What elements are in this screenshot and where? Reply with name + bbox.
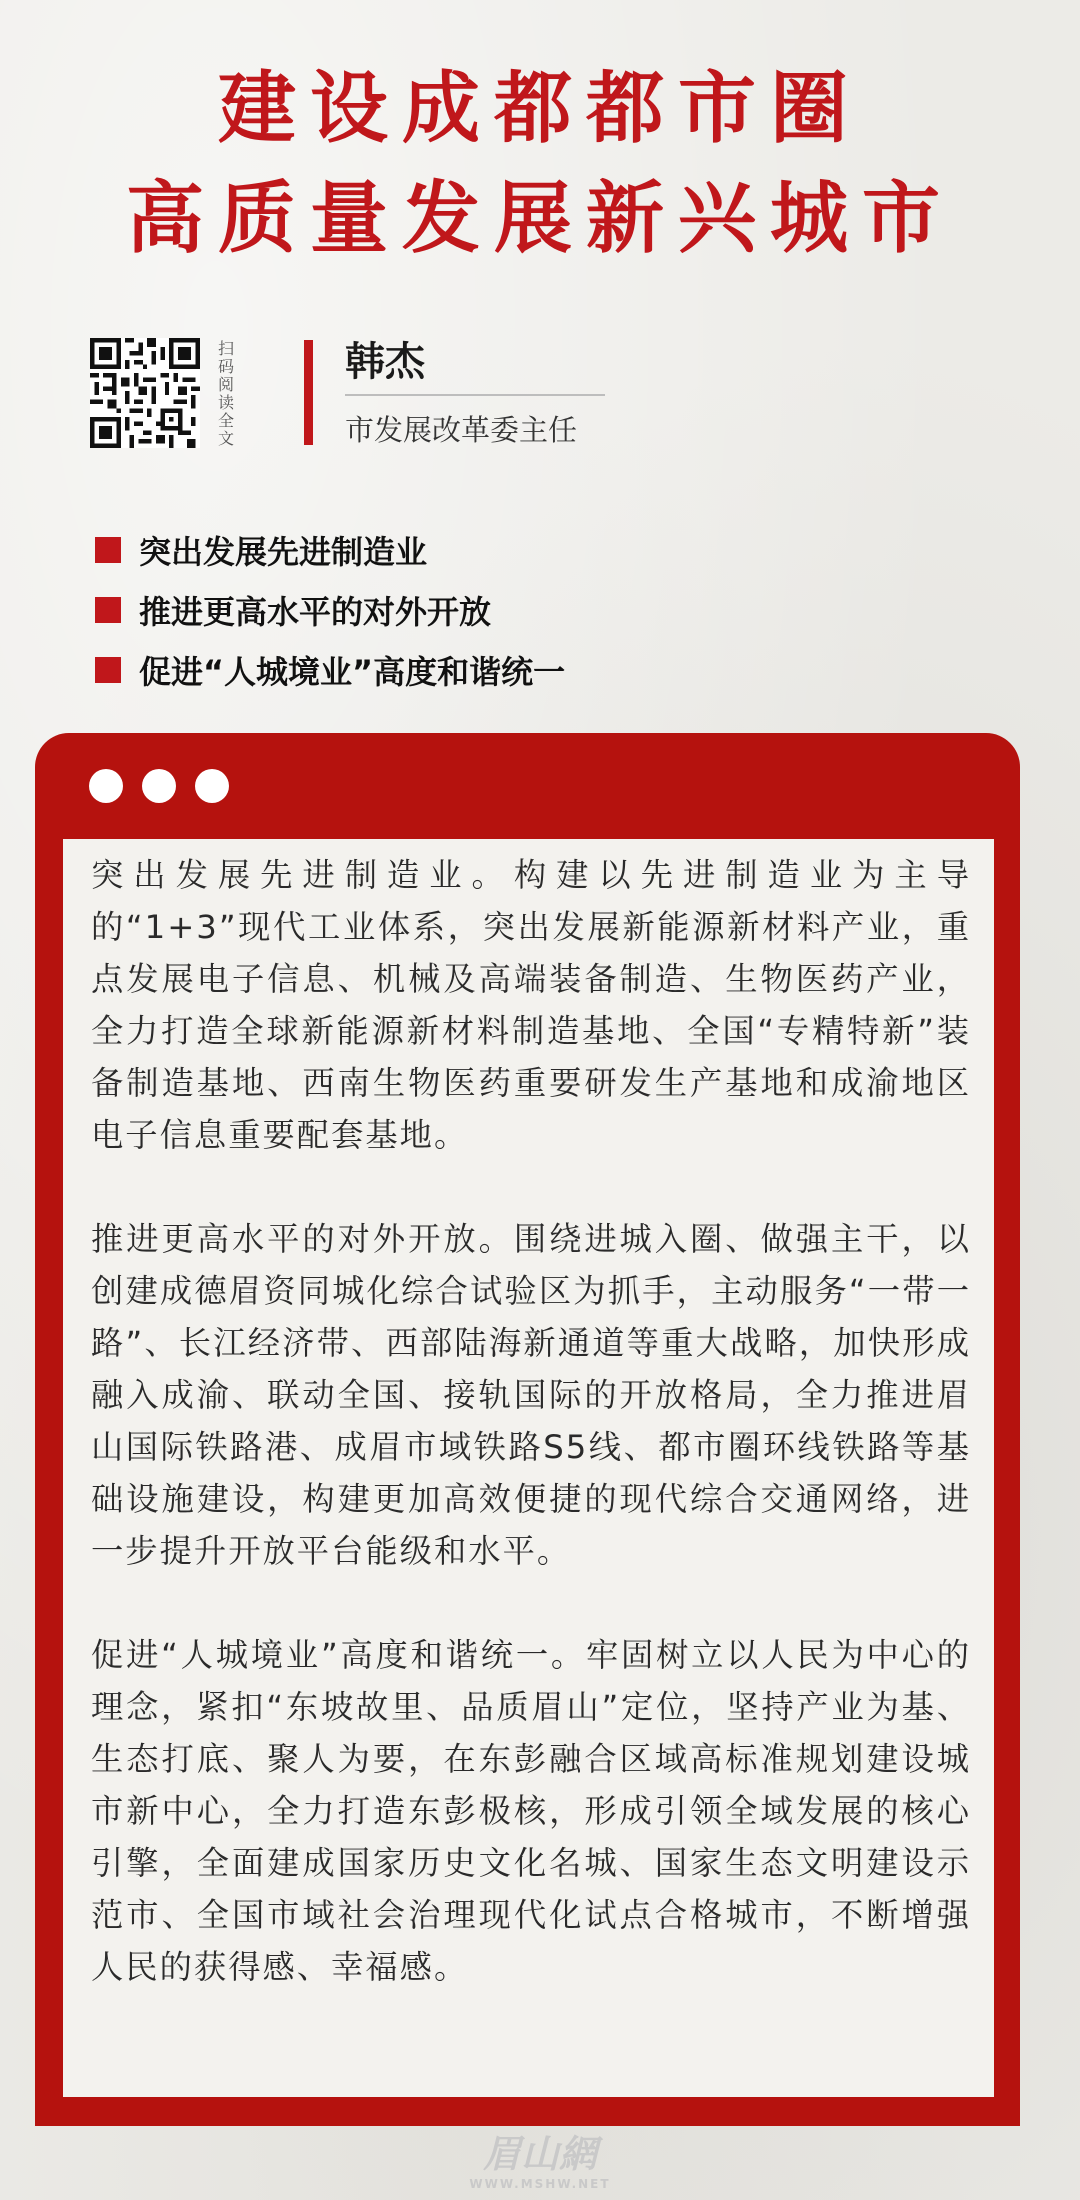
watermark-url: WWW.MSHW.NET xyxy=(469,2177,611,2191)
author-position: 市发展改革委主任 xyxy=(345,413,578,447)
page-title-line1: 建设成都都市圈 xyxy=(217,63,862,154)
window-dot-icon xyxy=(89,769,123,803)
key-point-text: 突出发展先进制造业 xyxy=(139,533,428,571)
key-point-text: 促进“人城境业”高度和谐统一 xyxy=(139,653,566,691)
key-points-list xyxy=(95,520,565,700)
key-point xyxy=(95,640,565,700)
bullet-square-icon xyxy=(95,537,121,563)
key-point-text: 推进更高水平的对外开放 xyxy=(139,593,492,631)
author-divider xyxy=(345,394,605,396)
article-card xyxy=(35,733,1020,2126)
window-dot-icon xyxy=(195,769,229,803)
article-paragraph: 推进更高水平的对外开放。围绕进城入圈、做强主干，以创建成德眉资同城化综合试验区为抓手，主动服务“一带一路”、长江经济带、西部陆海新通道等重大战略，加快形成融入成渝、联动全国、接轨国际的开放格局，全力推进眉山国际铁路港、成眉市域铁路S5线、都市圈环线铁路等基础设施建设，构建更加高效便捷的现代综合交通网络，进一步提升开放平台能级和水平。 xyxy=(91,1220,971,1570)
bullet-square-icon xyxy=(95,657,121,683)
watermark-logo: 眉山網 xyxy=(482,2131,597,2176)
qr-code-icon[interactable] xyxy=(90,338,200,448)
author-name: 韩杰 xyxy=(345,339,425,385)
author-accent-bar xyxy=(304,340,313,445)
window-dot-icon xyxy=(142,769,176,803)
qr-caption: 扫码阅读全文 xyxy=(218,339,235,448)
page-title-line2: 高质量发展新兴城市 xyxy=(125,173,954,264)
bullet-square-icon xyxy=(95,597,121,623)
article-paragraph: 突出发展先进制造业。构建以先进制造业为主导的“1+3”现代工业体系，突出发展新能源新材料产业，重点发展电子信息、机械及高端装备制造、生物医药产业，全力打造全球新能源新材料制造基地、全国“专精特新”装备制造基地、西南生物医药重要研发生产基地和成渝地区电子信息重要配套基地。 xyxy=(91,856,971,1154)
article-paragraph: 促进“人城境业”高度和谐统一。牢固树立以人民为中心的理念，紧扣“东坡故里、品质眉山”定位，坚持产业为基、生态打底、聚人为要，在东彭融合区域高标准规划建设城市新中心，全力打造东彭极核，形成引领全域发展的核心引擎，全面建成国家历史文化名城、国家生态文明建设示范市、全国市域社会治理现代化试点合格城市，不断增强人民的获得感、幸福感。 xyxy=(91,1636,971,1986)
key-point xyxy=(95,580,565,640)
site-watermark xyxy=(0,2131,1080,2191)
key-point xyxy=(95,520,565,580)
article-body[interactable] xyxy=(63,839,994,2097)
